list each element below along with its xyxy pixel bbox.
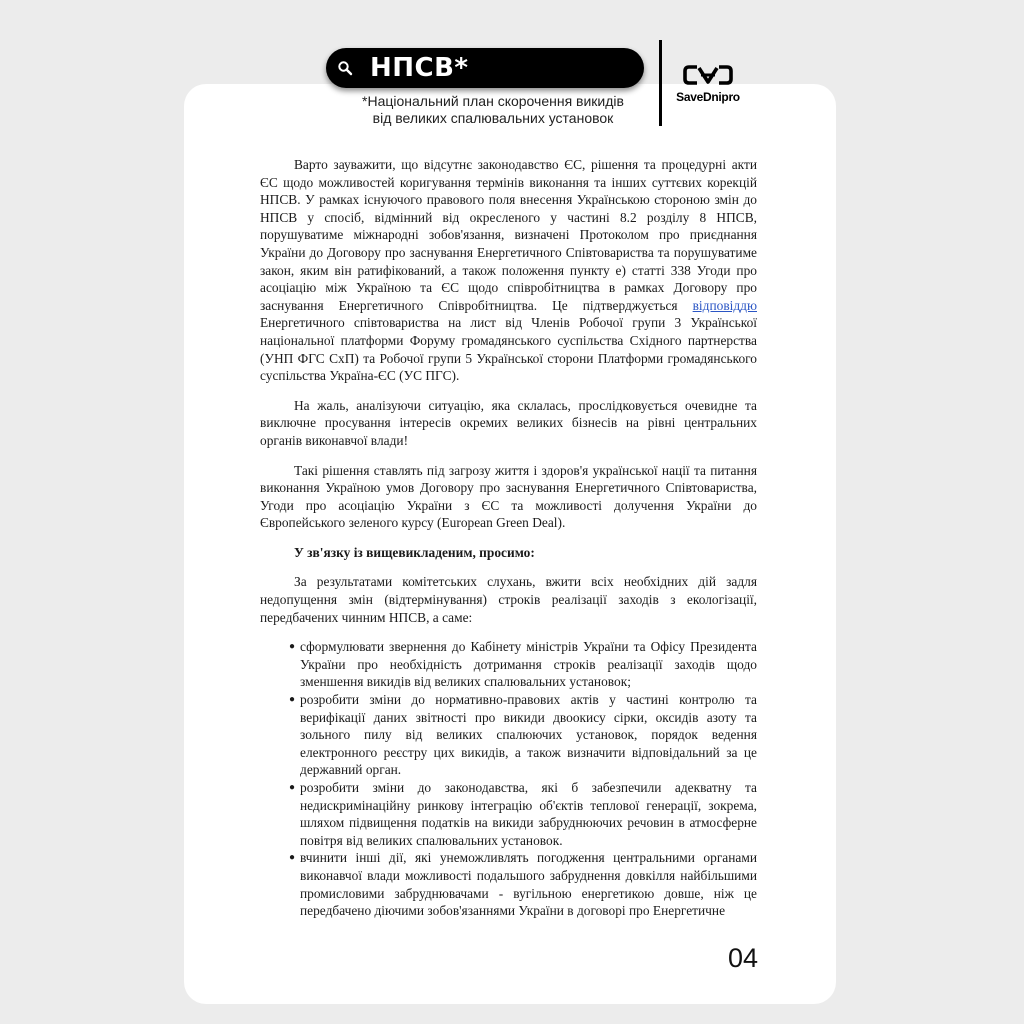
paragraph-1-text-b: Енергетичного співтовариства на лист від Членів Робочої групи 3 Української національної платформи Форуму громадянського суспільства Східного партнерства (УНП ФГС СхП) та Робочої групи 5 Української сторони Платформи громадянського суспільства Україна-ЄС (УС ПГС). <box>260 315 757 384</box>
list-item: ● сформулювати звернення до Кабінету міністрів України та Офісу Президента України про необхідність дотримання строків реалізації заходів щодо зменшення викидів від великих спалювальних установок; <box>290 638 757 691</box>
list-item: ● вчинити інші дії, які унеможливлять погодження центральними органами виконавчої влади можливості подальшого забруднення довкілля найбільшими промисловими забруднювачами - вугільною енергетикою довше, ніж це передбачено діючими зобов'язаннями України в договорі про Енергетичне <box>290 849 757 919</box>
list-item: ● розробити зміни до нормативно-правових актів у частині контролю та верифікації даних звітності про викиди двоокису сірки, оксидів азоту та зольного пилу від великих спалюючих установок, порядок ведення електронного реєстру цих викидів, а також визначити відповідальний за це державний орган. <box>290 691 757 779</box>
paragraph-2: На жаль, аналізуючи ситуацію, яка склалась, прослідковується очевидне та виключне просування інтересів окремих великих бізнесів на рівні центральних органів виконавчої влади! <box>260 397 757 448</box>
document-body <box>260 156 757 920</box>
request-heading: У зв'язку із вищевикладеним, просимо: <box>294 544 535 560</box>
paragraph-3: Такі рішення ставлять під загрозу життя і здоров'я української нації та питання виконання Україною умов Договору про заснування Енергетичного Співтовариства, Угоди про асоціацію України з ЄС та можливості долучення України до Європейського зеленого курсу (European Green Deal). <box>260 462 757 531</box>
paragraph-1-text-a: Варто зауважити, що відсутнє законодавство ЄС, рішення та процедурні акти ЄС щодо можливостей коригування термінів виконання та інших суттєвих корекцій НПСВ. У рамках існуючого правового поля внесення Українською стороною змін до НПСВ у спосіб, відмінний від окресленого у частині 8.2 розділу 8 НПСВ, порушуватиме міжнародні зобов'язання, визначені Протоколом про приєднання України до Договору про заснування Енергетичного Співтовариства та порушуватиме закон, яким він ратифікований, а також положення пункту е) статті 338 Угоди про асоціацію між Україною та ЄС щодо співробітництва в рамках Договору про заснування Енергетичного Співробітництва. Це підтверджується <box>260 157 757 313</box>
paragraph-4: За результатами комітетських слухань, вжити всіх необхідних дій задля недопущення змін (відтермінування) строків реалізації заходів з екологізації, передбачених чинним НПСВ, а саме: <box>260 574 757 625</box>
header-divider <box>659 40 662 126</box>
search-icon <box>337 60 353 76</box>
footnote-line-2: від великих спалювальних установок <box>372 110 614 126</box>
paragraph-1 <box>260 156 757 385</box>
brand-name: SaveDnipro <box>676 90 740 104</box>
search-bar[interactable] <box>326 48 644 88</box>
request-list <box>260 638 757 920</box>
savednipro-logo-icon <box>683 64 733 86</box>
footnote-line-1: *Національний план скорочення викидів <box>362 93 624 109</box>
list-item: ● розробити зміни до законодавства, які б забезпечили адекватну та недискримінаційну ринкову інтеграцію об'єктів теплової генерації, зокрема, шляхом підвищення податків на викиди забруднюючих речовин в атмосферне повітря від великих спалювальних установок. <box>290 779 757 849</box>
search-term: НПСВ* <box>370 53 469 83</box>
reply-link[interactable]: відповіддю <box>692 297 757 313</box>
acronym-footnote <box>330 93 656 127</box>
page-number: 04 <box>728 943 759 973</box>
